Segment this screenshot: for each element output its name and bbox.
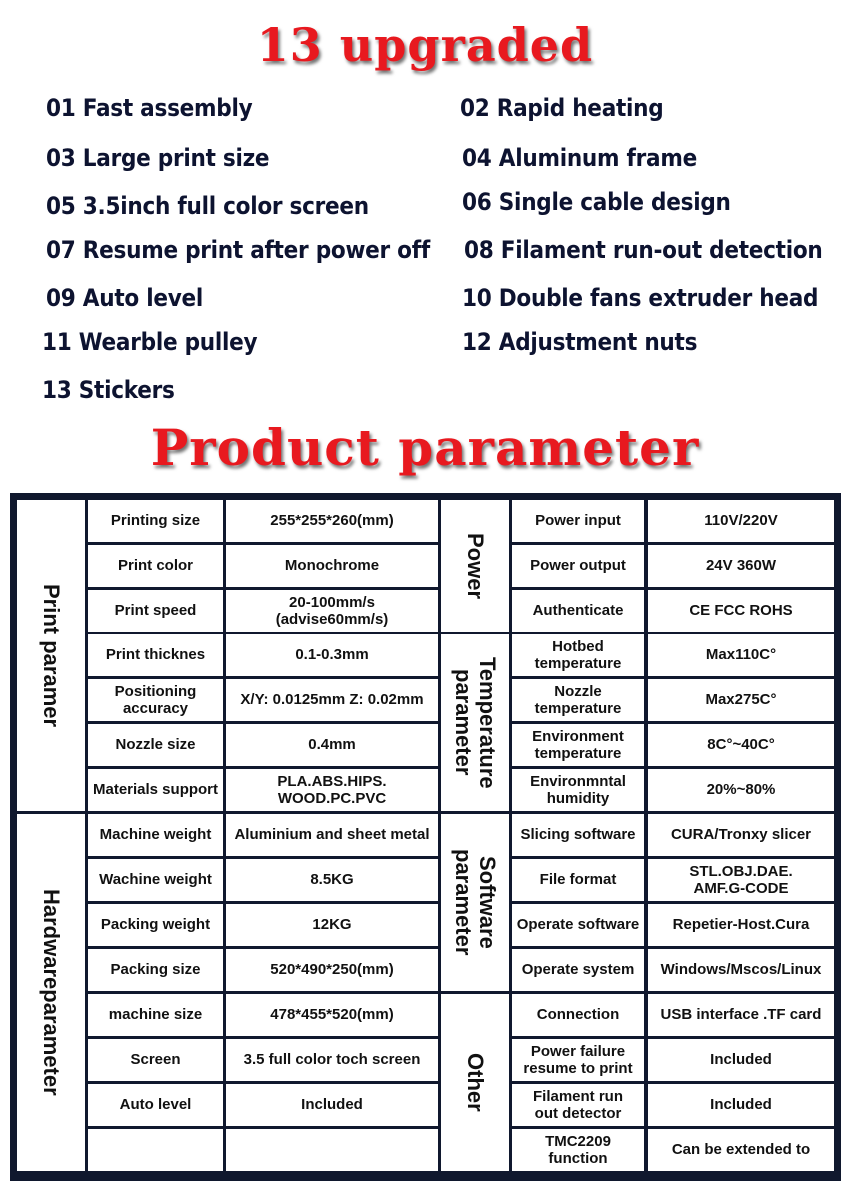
right-param-name: TMC2209 function <box>512 1129 644 1171</box>
left-param-name: Nozzle size <box>88 724 223 766</box>
right-param-name: Operate system <box>512 949 644 991</box>
right-param-value: Repetier-Host.Cura <box>648 904 834 946</box>
right-param-value: 24V 360W <box>648 545 834 587</box>
right-param-name: Filament run out detector <box>512 1084 644 1126</box>
left-param-name: Packing size <box>88 949 223 991</box>
left-group-label: Print paramer <box>17 500 85 811</box>
right-group-label: Other <box>441 994 509 1171</box>
left-param-value: 8.5KG <box>226 859 438 901</box>
left-group-label: Hardwareparameter <box>17 814 85 1171</box>
left-param-name <box>88 1129 223 1171</box>
left-param-name: Auto level <box>88 1084 223 1126</box>
left-param-name: Wachine weight <box>88 859 223 901</box>
left-param-name: Printing size <box>88 500 223 542</box>
right-param-value: STL.OBJ.DAE. AMF.G-CODE <box>648 859 834 901</box>
feature-item: 10 Double fans extruder head <box>462 284 819 312</box>
left-param-name: machine size <box>88 994 223 1036</box>
left-param-value: 520*490*250(mm) <box>226 949 438 991</box>
feature-item: 08 Filament run-out detection <box>464 236 823 264</box>
right-param-value: Included <box>648 1084 834 1126</box>
right-param-name: Environmntal humidity <box>512 769 644 811</box>
right-param-value: Windows/Mscos/Linux <box>648 949 834 991</box>
right-group-label: Temperature parameter <box>441 634 509 811</box>
left-param-value: 478*455*520(mm) <box>226 994 438 1036</box>
right-param-name: Slicing software <box>512 814 644 856</box>
left-param-name: Print speed <box>88 590 223 632</box>
left-param-value: 0.4mm <box>226 724 438 766</box>
feature-item: 05 3.5inch full color screen <box>46 192 369 220</box>
left-param-name: Print color <box>88 545 223 587</box>
left-param-value: 255*255*260(mm) <box>226 500 438 542</box>
right-param-value: 20%~80% <box>648 769 834 811</box>
left-param-value: PLA.ABS.HIPS. WOOD.PC.PVC <box>226 769 438 811</box>
right-param-name: Authenticate <box>512 590 644 632</box>
left-param-value: Monochrome <box>226 545 438 587</box>
right-param-name: Nozzle temperature <box>512 679 644 721</box>
left-param-name: Machine weight <box>88 814 223 856</box>
left-param-value: Aluminium and sheet metal <box>226 814 438 856</box>
right-param-name: Hotbed temperature <box>512 634 644 676</box>
left-param-value: 20-100mm/s (advise60mm/s) <box>226 590 438 632</box>
left-param-value: 0.1-0.3mm <box>226 634 438 676</box>
right-param-value: 8C°~40C° <box>648 724 834 766</box>
left-param-name: Positioning accuracy <box>88 679 223 721</box>
left-param-value <box>226 1129 438 1171</box>
right-group-label: Software parameter <box>441 814 509 991</box>
right-param-name: Connection <box>512 994 644 1036</box>
right-param-value: CE FCC ROHS <box>648 590 834 632</box>
feature-item: 01 Fast assembly <box>46 94 253 122</box>
left-param-name: Print thicknes <box>88 634 223 676</box>
right-param-value: Max110C° <box>648 634 834 676</box>
parameter-table <box>10 493 841 1181</box>
left-param-value: X/Y: 0.0125mm Z: 0.02mm <box>226 679 438 721</box>
upgrades-heading: 13 upgraded <box>256 18 594 72</box>
feature-item: 07 Resume print after power off <box>46 236 430 264</box>
right-param-value: CURA/Tronxy slicer <box>648 814 834 856</box>
feature-item: 04 Aluminum frame <box>462 144 697 172</box>
right-param-value: Max275C° <box>648 679 834 721</box>
right-param-name: Power output <box>512 545 644 587</box>
left-param-value: 12KG <box>226 904 438 946</box>
left-param-value: 3.5 full color toch screen <box>226 1039 438 1081</box>
right-param-value: Can be extended to <box>648 1129 834 1171</box>
feature-item: 03 Large print size <box>46 144 270 172</box>
feature-item: 12 Adjustment nuts <box>462 328 698 356</box>
left-param-name: Materials support <box>88 769 223 811</box>
right-param-name: Environment temperature <box>512 724 644 766</box>
right-param-value: Included <box>648 1039 834 1081</box>
feature-item: 09 Auto level <box>46 284 204 312</box>
right-param-name: File format <box>512 859 644 901</box>
feature-item: 11 Wearble pulley <box>42 328 258 356</box>
left-param-value: Included <box>226 1084 438 1126</box>
feature-item: 06 Single cable design <box>462 188 731 216</box>
left-param-name: Packing weight <box>88 904 223 946</box>
right-param-name: Power input <box>512 500 644 542</box>
right-param-value: 110V/220V <box>648 500 834 542</box>
left-param-name: Screen <box>88 1039 223 1081</box>
parameters-heading: Product parameter <box>150 418 700 477</box>
feature-item: 13 Stickers <box>42 376 175 404</box>
right-group-label: Power <box>441 500 509 632</box>
right-param-name: Operate software <box>512 904 644 946</box>
right-param-name: Power failure resume to print <box>512 1039 644 1081</box>
feature-item: 02 Rapid heating <box>460 94 664 122</box>
right-param-value: USB interface .TF card <box>648 994 834 1036</box>
